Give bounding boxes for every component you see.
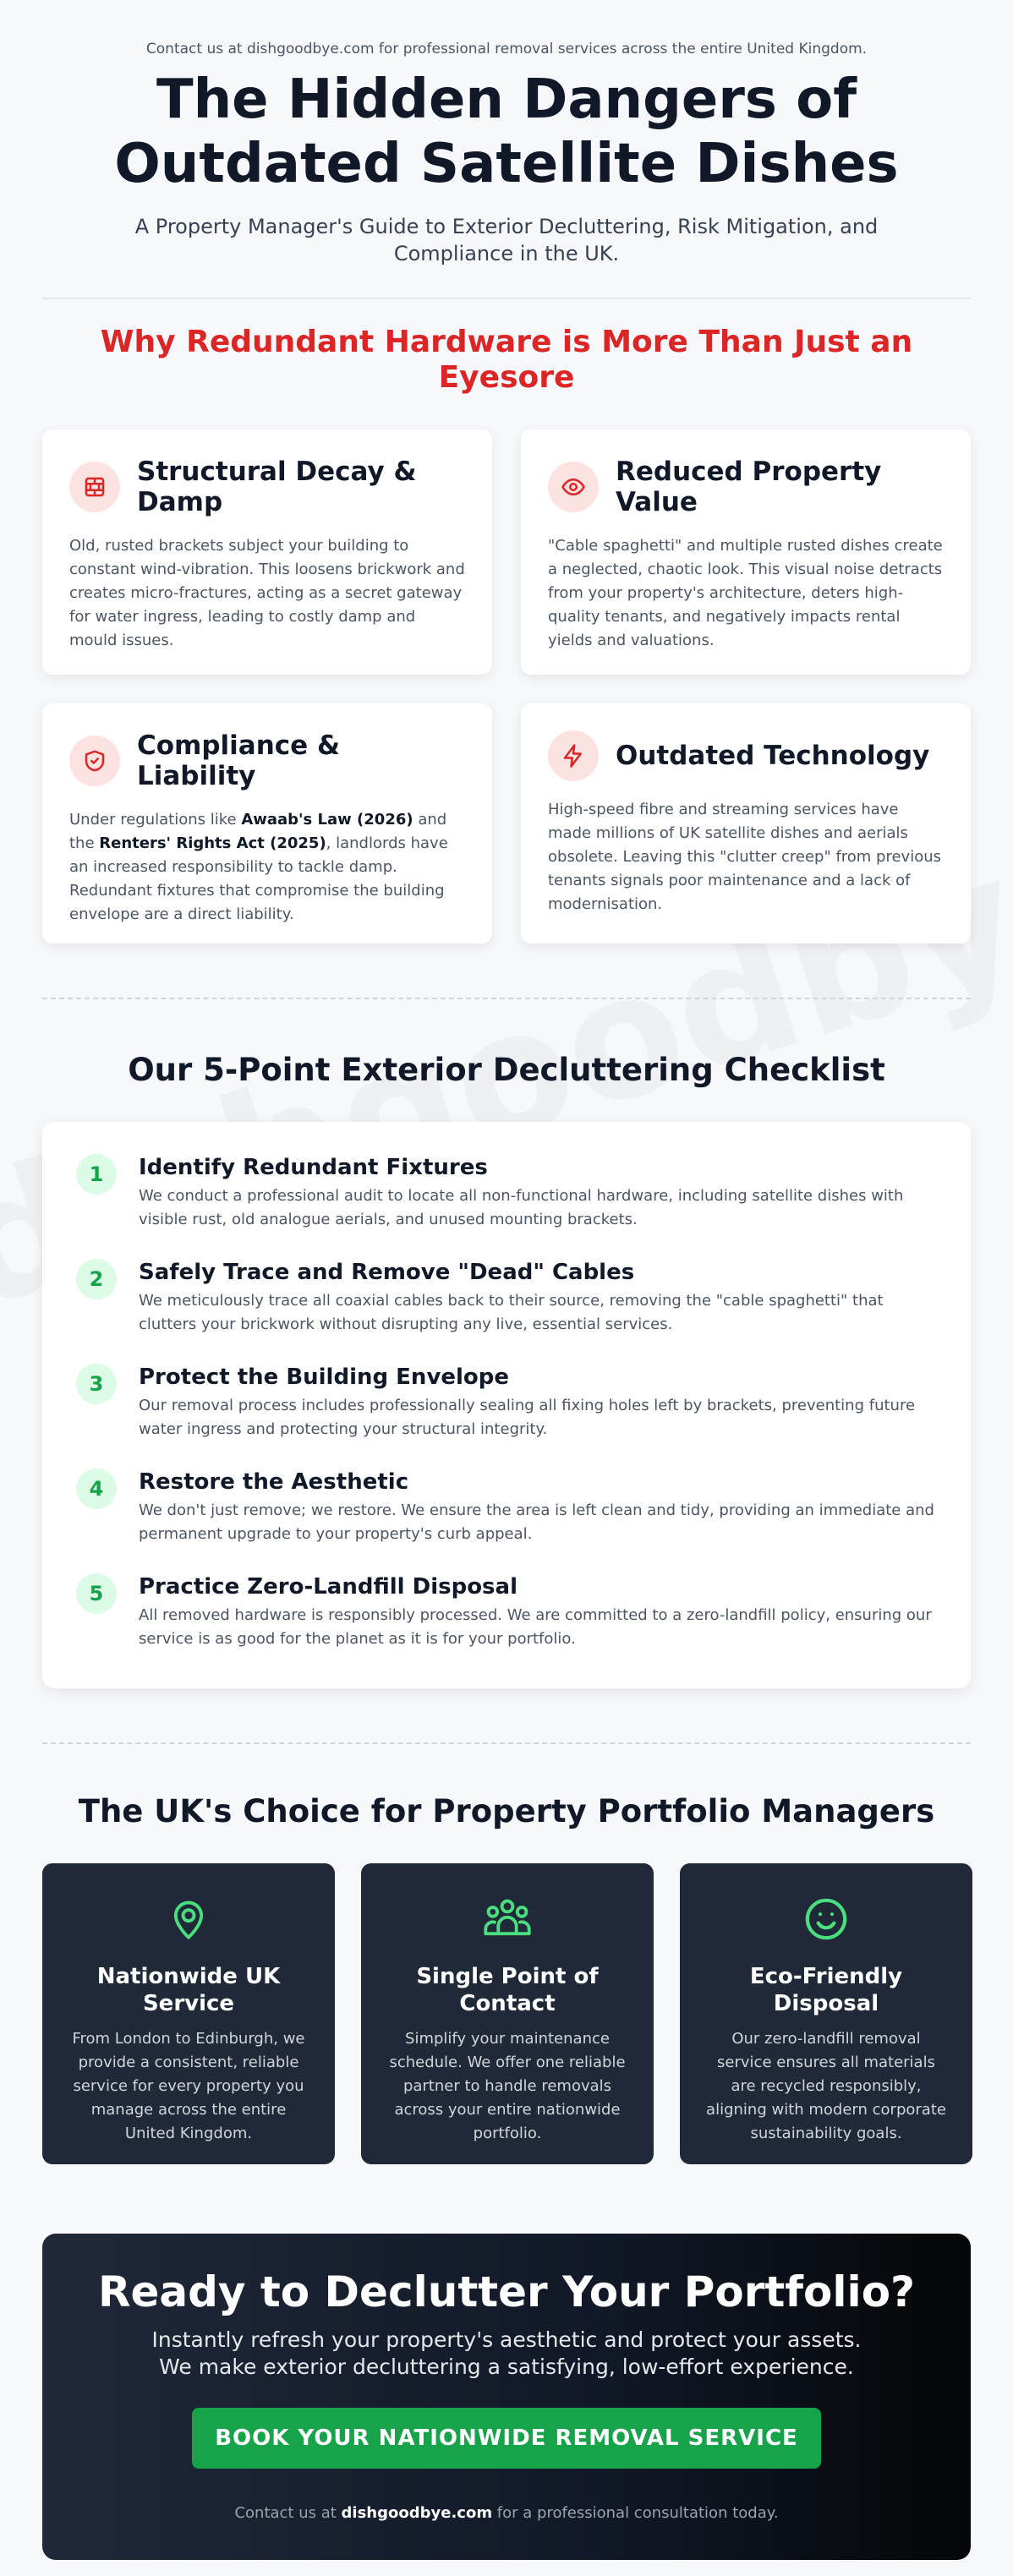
danger-card-title: Outdated Technology	[616, 741, 930, 771]
cta-title: Ready to Declutter Your Portfolio?	[97, 2267, 916, 2316]
lightning-icon	[548, 730, 599, 781]
page-subtitle: A Property Manager's Guide to Exterior Decluttering, Risk Mitigation, and Compliance in the UK.	[134, 215, 879, 265]
section-divider	[42, 1742, 971, 1744]
feature-title: Nationwide UK Service	[96, 1964, 281, 2016]
danger-card-text: Old, rusted brackets subject your building to constant wind-vibration. This loosens brickwork and creates micro-fractures, acting as a secret gateway for water ingress, leading to costly damp and mould issues.	[69, 537, 465, 649]
checklist-item-title: Restore the Aesthetic	[139, 1469, 409, 1495]
law-renters-rights: Renters' Rights Act (2025)	[99, 834, 326, 852]
dangers-section	[42, 325, 971, 943]
danger-card-title: Compliance & Liability	[137, 730, 341, 791]
feature-card-nationwide	[42, 1863, 335, 2164]
danger-card-structural	[42, 429, 492, 675]
feature-text: Our zero-landfill removal service ensures all materials are recycled responsibly, aligning with modern corporate sustainability goals.	[706, 2030, 946, 2142]
page-title	[42, 68, 971, 196]
shield-icon	[69, 736, 120, 786]
checklist-number: 3	[76, 1364, 117, 1404]
header-divider	[42, 298, 971, 299]
eye-icon	[548, 462, 599, 512]
feature-card-contact	[361, 1863, 654, 2164]
checklist-number: 1	[76, 1154, 117, 1195]
cta-contact-text: Contact us at dishgoodbye.com for a professional consultation today.	[234, 2504, 779, 2522]
page-title-line1: The Hidden Dangers of	[156, 68, 857, 131]
location-pin-icon	[68, 1892, 309, 1946]
book-removal-button[interactable]: BOOK YOUR NATIONWIDE REMOVAL SERVICE	[192, 2408, 821, 2469]
checklist-item	[76, 1364, 937, 1441]
section-divider	[42, 998, 971, 999]
checklist-item-text: We conduct a professional audit to locate all non-functional hardware, including satellite dishes with visible rust, old analogue aerials, and unused mounting brackets.	[139, 1187, 904, 1228]
dangers-title: Why Redundant Hardware is More Than Just an Eyesore	[100, 325, 913, 395]
brick-wall-icon	[69, 462, 120, 512]
feature-title: Eco-Friendly Disposal	[749, 1964, 903, 2016]
danger-card-value	[521, 429, 971, 675]
feature-card-eco	[680, 1863, 972, 2164]
checklist-item	[76, 1259, 937, 1337]
checklist-card	[42, 1122, 971, 1688]
team-icon	[386, 1892, 628, 1946]
dangers-card-grid	[42, 429, 971, 943]
checklist-item-text: We don't just remove; we restore. We ensure the area is left clean and tidy, providing an immediate and permanent upgrade to your property's curb appeal.	[139, 1501, 934, 1543]
checklist-title: Our 5-Point Exterior Decluttering Checklist	[128, 1052, 885, 1088]
checklist-item	[76, 1573, 937, 1651]
danger-card-technology	[521, 703, 971, 943]
danger-card-title: Structural Decay & Damp	[137, 457, 417, 517]
page-header	[42, 0, 971, 267]
danger-card-text: Under regulations like Awaab's Law (2026) and the Renters' Rights Act (2025), landlords have an increased responsibility to tackle damp. Redundant fixtures that compromise the building envelope are a direct liability.	[69, 811, 448, 923]
checklist-item-title: Safely Trace and Remove "Dead" Cables	[139, 1260, 635, 1285]
contact-site-link[interactable]: dishgoodbye.com	[341, 2504, 493, 2522]
feature-title: Single Point of Contact	[416, 1964, 599, 2016]
feature-text: Simplify your maintenance schedule. We offer one reliable partner to handle removals across your entire nationwide portfolio.	[389, 2030, 626, 2142]
checklist-item-text: Our removal process includes professionally sealing all fixing holes left by brackets, preventing future water ingress and protecting your structural integrity.	[139, 1397, 916, 1438]
law-awaabs: Awaab's Law (2026)	[241, 811, 413, 829]
cta-section	[42, 2234, 971, 2560]
danger-card-text: "Cable spaghetti" and multiple rusted dishes create a neglected, chaotic look. This visual noise detracts from your property's architecture, deters high-quality tenants, and negatively impacts rental yields and valuations.	[548, 537, 943, 649]
choice-title: The UK's Choice for Property Portfolio Managers	[78, 1793, 935, 1829]
cta-text: Instantly refresh your property's aesthetic and protect your assets. We make exterior decluttering a satisfying, low-effort experience.	[151, 2327, 862, 2379]
checklist-item-title: Practice Zero-Landfill Disposal	[139, 1574, 517, 1600]
checklist-item-text: We meticulously trace all coaxial cables back to their source, removing the "cable spaghetti" that clutters your brickwork without disrupting any live, essential services.	[139, 1292, 884, 1333]
top-contact-text: Contact us at dishgoodbye.com for professional removal services across the entire United Kingdom.	[145, 41, 868, 57]
checklist-item	[76, 1468, 937, 1546]
danger-card-compliance	[42, 703, 492, 943]
feature-grid	[42, 1863, 971, 2164]
smile-icon	[705, 1892, 947, 1946]
checklist-item	[76, 1154, 937, 1232]
checklist-item-title: Protect the Building Envelope	[139, 1365, 510, 1390]
page-title-line2: Outdated Satellite Dishes	[114, 133, 899, 195]
danger-card-title: Reduced Property Value	[616, 457, 882, 517]
checklist-number: 5	[76, 1573, 117, 1614]
feature-text: From London to Edinburgh, we provide a consistent, reliable service for every property you manage across the entire United Kingdom.	[72, 2030, 305, 2142]
choice-section	[42, 1793, 971, 2164]
checklist-number: 2	[76, 1259, 117, 1299]
checklist-section	[42, 1052, 971, 1688]
checklist-item-text: All removed hardware is responsibly processed. We are committed to a zero-landfill policy, ensuring our service is as good for the planet as it is for your portfolio.	[139, 1606, 932, 1648]
danger-card-text: High-speed fibre and streaming services have made millions of UK satellite dishes and aerials obsolete. Leaving this "clutter creep" from previous tenants signals poor maintenance and a lack of modernisation.	[548, 801, 942, 913]
checklist-item-title: Identify Redundant Fixtures	[139, 1155, 488, 1180]
checklist-number: 4	[76, 1468, 117, 1509]
